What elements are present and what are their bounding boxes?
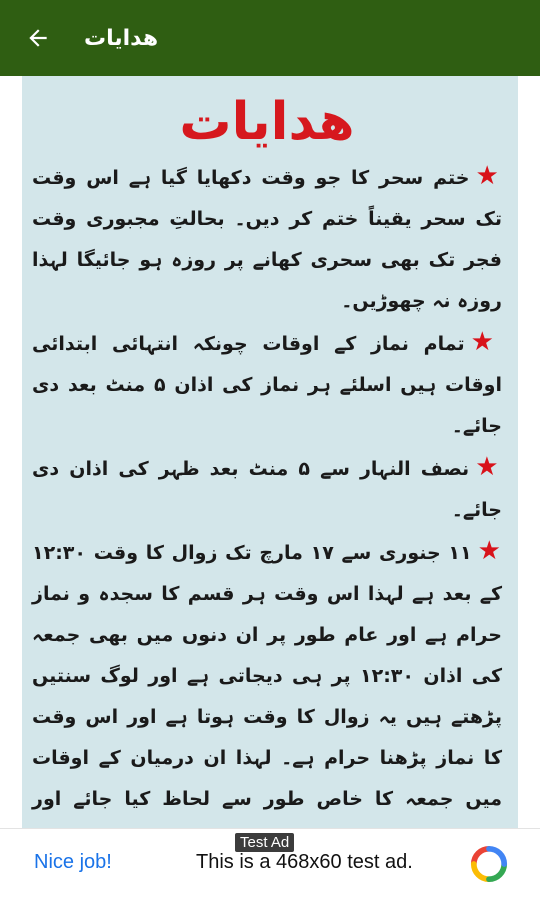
back-button[interactable] [14, 14, 62, 62]
star-icon: ★ [475, 161, 503, 191]
instruction-paragraph-1: ★ختم سحر کا جو وقت دکھایا گیا ہے اس وقت تک سحر یقیناً ختم کر دیں۔ بحالتِ مجبوری وقت فجر تک بھی سحری کھانے پر روزہ ہو جائیگا لہذا روزہ نہ چھوڑیں۔ [32, 161, 503, 312]
instruction-paragraph-4: ★۱۱ جنوری سے ۱۷ مارچ تک زوال کا وقت ۱۲:۳۰ کے بعد ہے لہذا اس وقت ہر قسم کا سجدہ و نماز حرام ہے اور عام طور پر ان دنوں میں بھی جمعہ کی اذان ۱۲:۳۰ پر ہی دیجاتی ہے اور لوگ سنتیں پڑھتے ہیں یہ زوال کا وقت ہوتا ہے اور اس وقت کا نماز پڑھنا حرام ہے۔ لہذا ان درمیان کے اوقات میں جمعہ کا خاص طور سے لحاظ کیا جائے اور [32, 536, 503, 810]
star-icon: ★ [470, 327, 502, 357]
star-icon: ★ [475, 452, 502, 482]
test-ad-badge: Test Ad [235, 833, 294, 852]
admob-logo-icon [470, 845, 508, 883]
star-icon: ★ [477, 536, 503, 566]
ad-banner[interactable] [0, 828, 540, 900]
ad-nice-job[interactable]: Nice job! [34, 851, 112, 873]
instruction-paragraph-2: ★تمام نماز کے اوقات چونکہ انتہائی ابتدائی اوقات ہیں اسلئے ہر نماز کی اذان ۵ منٹ بعد دی جائے۔ [32, 327, 502, 437]
app-bar [0, 0, 540, 76]
ad-text[interactable]: This is a 468x60 test ad. [196, 851, 413, 873]
app-bar-title: هدایات [84, 25, 159, 51]
arrow-back-icon [25, 25, 51, 51]
instructions-content[interactable] [22, 76, 518, 828]
instruction-paragraph-3: ★نصف النہار سے ۵ منٹ بعد ظہر کی اذان دی جائے۔ [32, 452, 502, 521]
instructions-heading: ھدایات [179, 92, 355, 152]
